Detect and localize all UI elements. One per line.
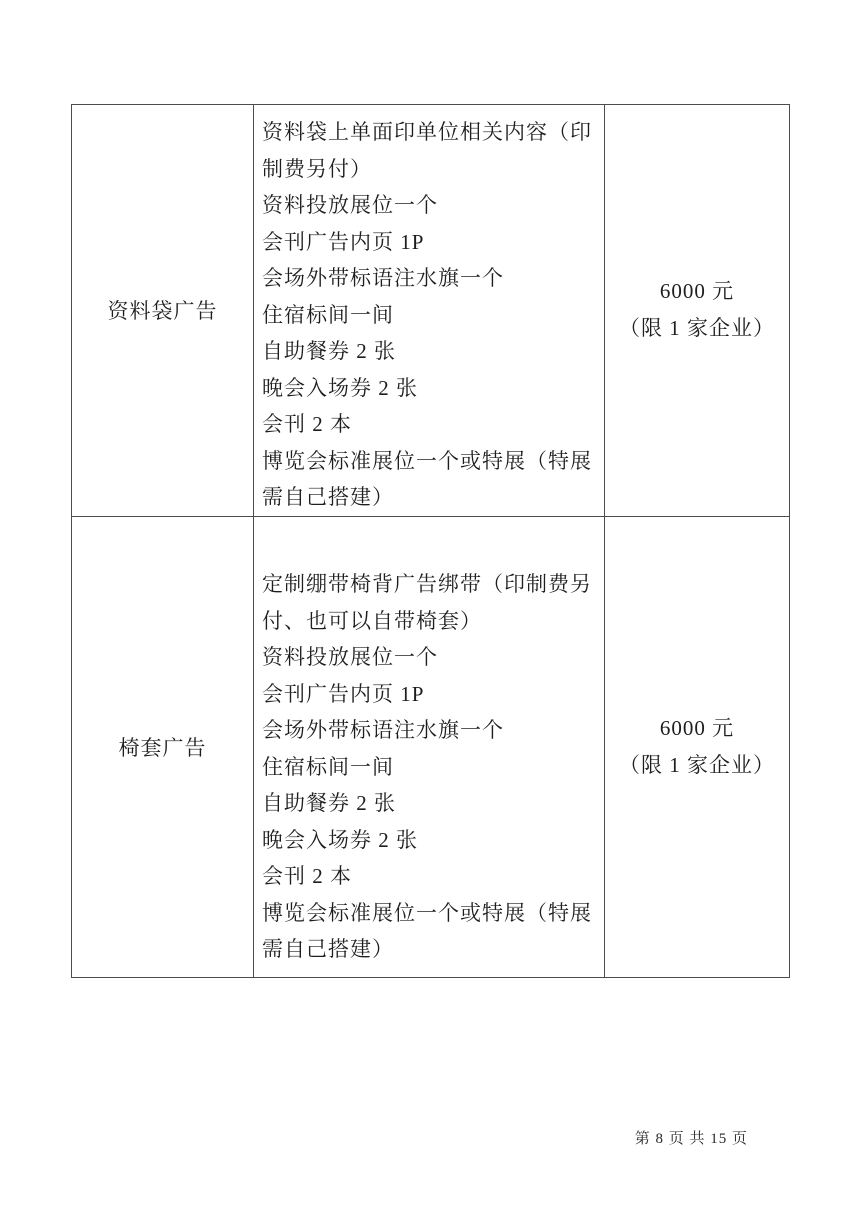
benefit-list [254, 105, 604, 516]
ad-name: 资料袋广告 [107, 299, 218, 324]
price-note: （限 1 家企业） [619, 752, 775, 777]
benefit-item: 资料投放展位一个 [262, 193, 438, 217]
benefit-item: 定制绷带椅背广告绑带（印制费另付、也可以自带椅套） [262, 572, 592, 633]
benefit-item: 博览会标准展位一个或特展（特展需自己搭建） [262, 448, 592, 509]
benefit-item: 资料袋上单面印单位相关内容（印制费另付） [262, 120, 592, 181]
benefit-item: 会场外带标语注水旗一个 [262, 718, 504, 743]
table-row [72, 516, 790, 977]
price-note: （限 1 家企业） [619, 316, 775, 341]
ad-benefits-cell [254, 105, 605, 517]
ad-name: 椅套广告 [118, 735, 207, 760]
benefit-item: 会刊 2 本 [262, 412, 352, 436]
benefit-item: 住宿标间一间 [262, 302, 394, 327]
benefit-item: 会刊广告内页 1P [262, 681, 425, 706]
benefit-item: 晚会入场券 2 张 [262, 375, 418, 400]
ad-packages-table [71, 104, 790, 978]
benefit-item: 住宿标间一间 [262, 754, 394, 779]
benefit-item: 自助餐券 2 张 [262, 339, 396, 363]
benefit-item: 晚会入场券 2 张 [262, 827, 418, 852]
benefit-item: 会刊广告内页 1P [262, 229, 425, 254]
benefit-item: 会场外带标语注水旗一个 [262, 266, 504, 290]
price-amount: 6000 元 [659, 715, 735, 740]
benefit-item: 会刊 2 本 [262, 864, 352, 889]
ad-benefits-cell [254, 516, 605, 977]
benefit-item: 自助餐券 2 张 [262, 791, 396, 816]
ad-price-cell [605, 516, 790, 977]
price-amount: 6000 元 [659, 279, 735, 304]
ad-price-cell [605, 105, 790, 517]
benefit-item: 博览会标准展位一个或特展（特展需自己搭建） [262, 900, 592, 962]
benefit-item: 资料投放展位一个 [262, 645, 438, 670]
benefit-list [254, 525, 604, 968]
ad-name-cell [72, 105, 254, 517]
page-number: 第 8 页 共 15 页 [634, 1131, 748, 1147]
table-row [72, 105, 790, 517]
ad-name-cell [72, 516, 254, 977]
